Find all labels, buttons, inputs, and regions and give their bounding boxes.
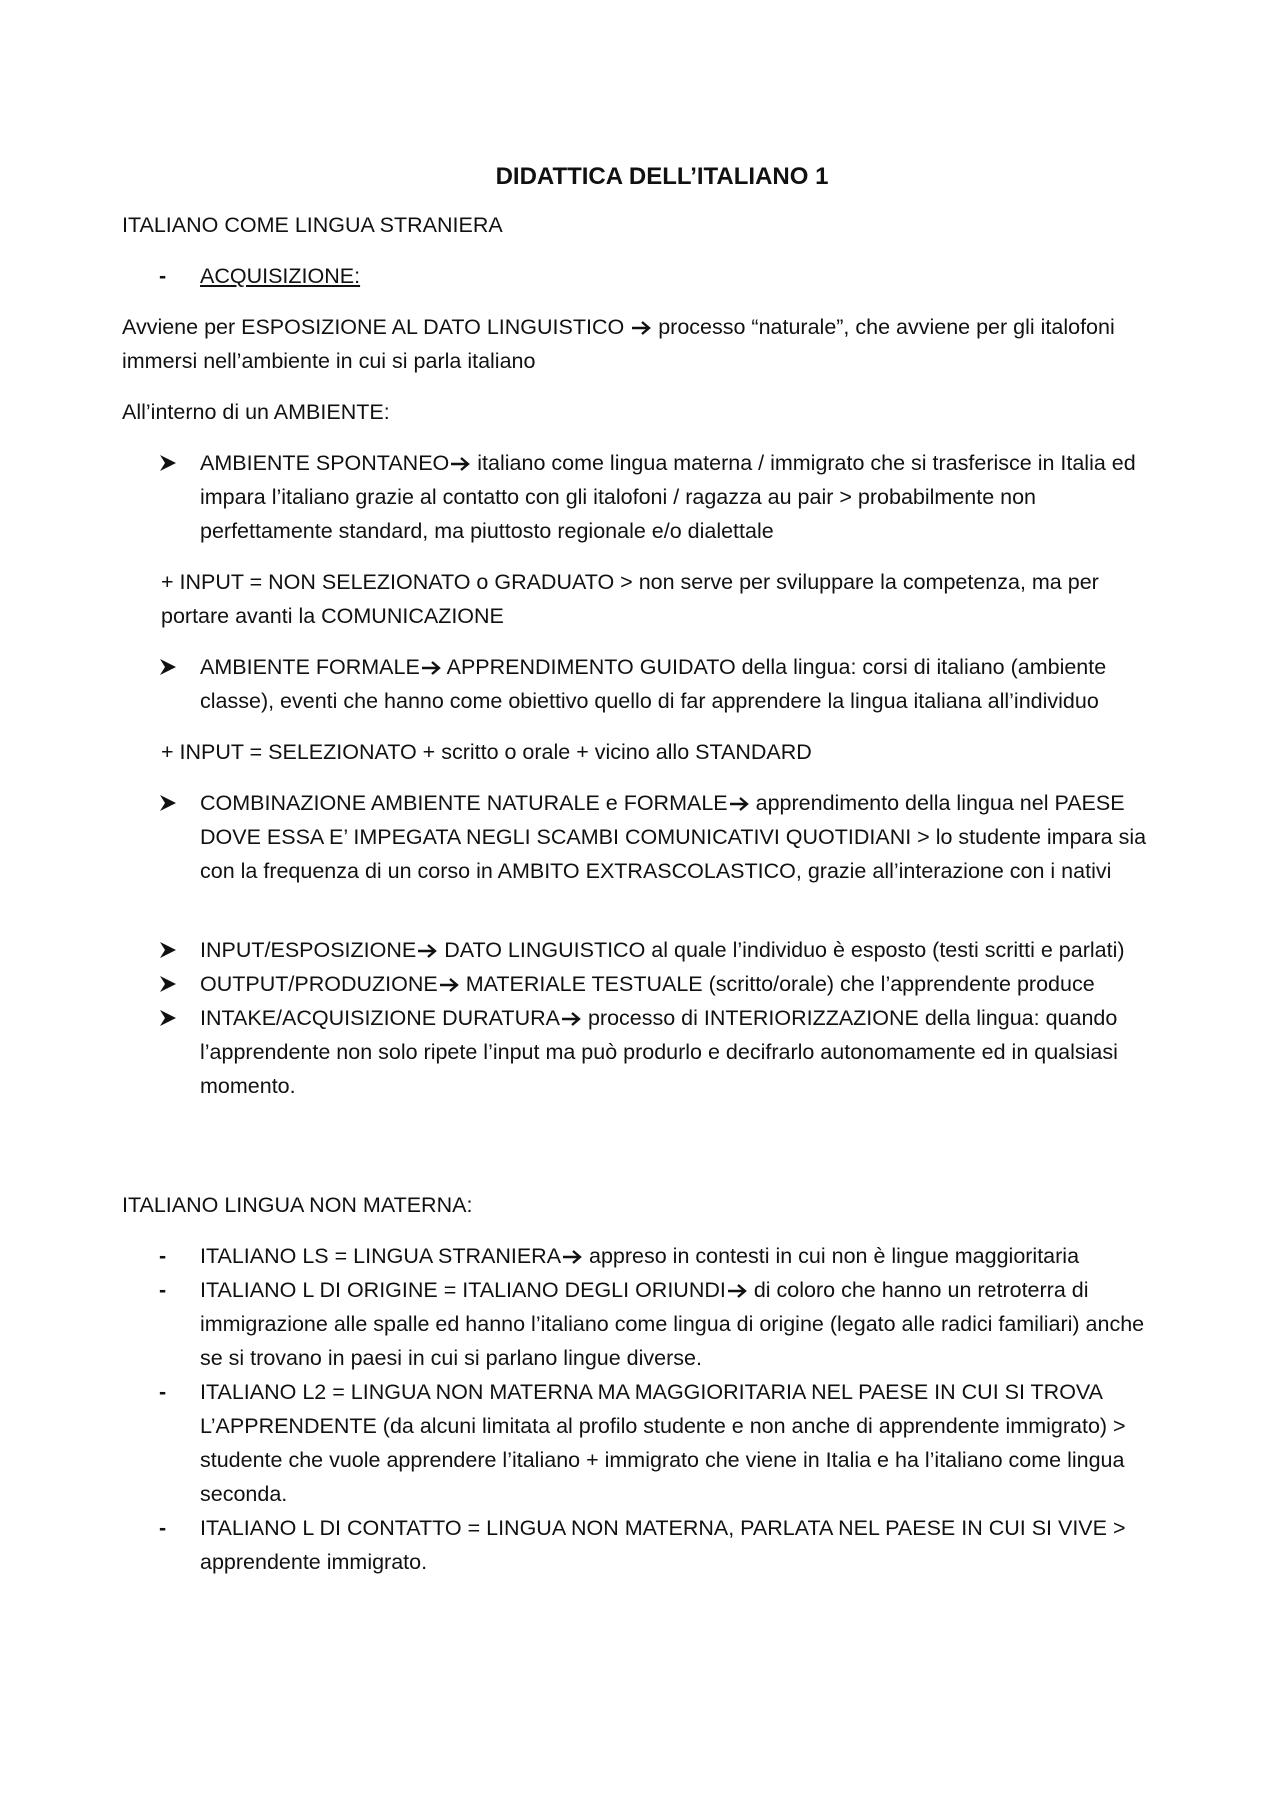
arrow-right-icon [449, 456, 471, 472]
arrow-right-icon [630, 320, 652, 336]
document-page [122, 150, 1172, 1579]
bullet-ambiente-spontaneo-a: AMBIENTE SPONTANEO [200, 451, 450, 475]
bullet-ambiente-formale-a: AMBIENTE FORMALE [200, 655, 420, 679]
dash-item-ls [122, 1239, 1172, 1273]
dash-item-ls-a: ITALIANO LS = LINGUA STRANIERA [200, 1244, 562, 1268]
dash-item-contatto [122, 1511, 1172, 1579]
arrowhead-bullet-icon [159, 786, 189, 820]
arrowhead-bullet-icon [159, 933, 189, 967]
bullet-output-produzione [122, 967, 1172, 1001]
dash-item-origine-a: ITALIANO L DI ORIGINE = ITALIANO DEGLI ORIUNDI [200, 1278, 726, 1302]
bullet-output-produzione-a: OUTPUT/PRODUZIONE [200, 972, 438, 996]
bullet-combinazione [122, 786, 1172, 888]
arrow-right-icon [420, 660, 442, 676]
arrow-right-icon [561, 1249, 583, 1265]
arrowhead-bullet-icon [159, 1001, 189, 1035]
section-heading-lingua-straniera: ITALIANO COME LINGUA STRANIERA [122, 213, 503, 237]
dash-item-l2-text: ITALIANO L2 = LINGUA NON MATERNA MA MAGGIORITARIA NEL PAESE IN CUI SI TROVA L’APPRENDENTE (da alcuni limitata al profilo studente e non anche di apprendente immigrato) > studente che vuole apprendere l’italiano + immigrato che viene in Italia e ha l’italiano come lingua seconda. [200, 1380, 1126, 1506]
bullet-ambiente-formale [122, 650, 1172, 718]
dash-marker: - [159, 264, 167, 288]
dash-item-origine-b: di coloro che hanno un retroterra di immigrazione alle spalle ed hanno l’italiano come lingua di origine (legato alle radici familiari) anche se si trovano in paesi in cui si parlano lingue diverse. [200, 1278, 1145, 1370]
bullet-ambiente-spontaneo-b: italiano come lingua materna / immigrato che si trasferisce in Italia ed impara l’italiano grazie al contatto con gli italofoni / ragazza au pair > probabilmente non perfettamente standard, ma piuttosto regionale e/o dialettale [200, 451, 1136, 543]
bullet-input-esposizione-b: DATO LINGUISTICO al quale l’individuo è esposto (testi scritti e parlati) [444, 938, 1125, 962]
arrow-right-icon [728, 796, 750, 812]
bullet-output-produzione-b: MATERIALE TESTUALE (scritto/orale) che l’apprendente produce [465, 972, 1095, 996]
arrow-right-icon [726, 1283, 748, 1299]
dash-marker: - [159, 1380, 167, 1404]
bullet-intake [122, 1001, 1172, 1103]
paragraph-esposizione [122, 310, 1172, 378]
input-selezionato: + INPUT = SELEZIONATO + scritto o orale + vicino allo STANDARD [161, 740, 812, 764]
arrowhead-bullet-icon [159, 967, 189, 1001]
input-non-selezionato: + INPUT = NON SELEZIONATO o GRADUATO > non serve per sviluppare la competenza, ma per portare avanti la COMUNICAZIONE [161, 570, 1099, 628]
acquisizione-label: ACQUISIZIONE: [200, 264, 361, 288]
bullet-input-esposizione [122, 933, 1172, 967]
bullet-intake-b: processo di INTERIORIZZAZIONE della lingua: quando l’apprendente non solo ripete l’input ma può produrlo e decifrarlo autonomamente ed in qualsiasi momento. [200, 1006, 1118, 1098]
dash-marker: - [159, 1278, 167, 1302]
dash-item-origine [122, 1273, 1172, 1375]
dash-item-l2 [122, 1375, 1172, 1511]
bullet-combinazione-b: apprendimento della lingua nel PAESE DOVE ESSA E’ IMPEGATA NEGLI SCAMBI COMUNICATIVI QUOTIDIANI > lo studente impara sia con la frequenza di un corso in AMBITO EXTRASCOLASTICO, grazie all’interazione con i nativi [200, 791, 1147, 883]
bullet-ambiente-spontaneo [122, 446, 1172, 548]
dash-marker: - [159, 1244, 167, 1268]
bullet-ambiente-formale-b: APPRENDIMENTO GUIDATO della lingua: corsi di italiano (ambiente classe), eventi che hanno come obiettivo quello di far apprendere la lingua italiana all’individuo [200, 655, 1107, 713]
arrowhead-bullet-icon [159, 650, 189, 684]
paragraph-esposizione-a: Avviene per ESPOSIZIONE AL DATO LINGUISTICO [122, 315, 625, 339]
bullet-combinazione-a: COMBINAZIONE AMBIENTE NATURALE e FORMALE [200, 791, 728, 815]
arrow-right-icon [438, 977, 460, 993]
dash-item-ls-b: appreso in contesti in cui non è lingue maggioritaria [589, 1244, 1080, 1268]
section-heading-lingua-non-materna: ITALIANO LINGUA NON MATERNA: [122, 1193, 473, 1217]
dash-marker: - [159, 1516, 167, 1540]
dash-item-contatto-text: ITALIANO L DI CONTATTO = LINGUA NON MATERNA, PARLATA NEL PAESE IN CUI SI VIVE > apprendente immigrato. [200, 1516, 1126, 1574]
arrow-right-icon [416, 943, 438, 959]
bullet-input-esposizione-a: INPUT/ESPOSIZIONE [200, 938, 417, 962]
page-title: DIDATTICA DELL’ITALIANO 1 [495, 163, 829, 190]
arrow-right-icon [560, 1011, 582, 1027]
acquisizione-item [122, 259, 1172, 293]
paragraph-esposizione-b: processo “naturale”, che avviene per gli italofoni immersi nell’ambiente in cui si parla italiano [122, 315, 1115, 373]
arrowhead-bullet-icon [159, 446, 189, 480]
bullet-intake-a: INTAKE/ACQUISIZIONE DURATURA [200, 1006, 560, 1030]
paragraph-ambiente: All’interno di un AMBIENTE: [122, 400, 390, 424]
